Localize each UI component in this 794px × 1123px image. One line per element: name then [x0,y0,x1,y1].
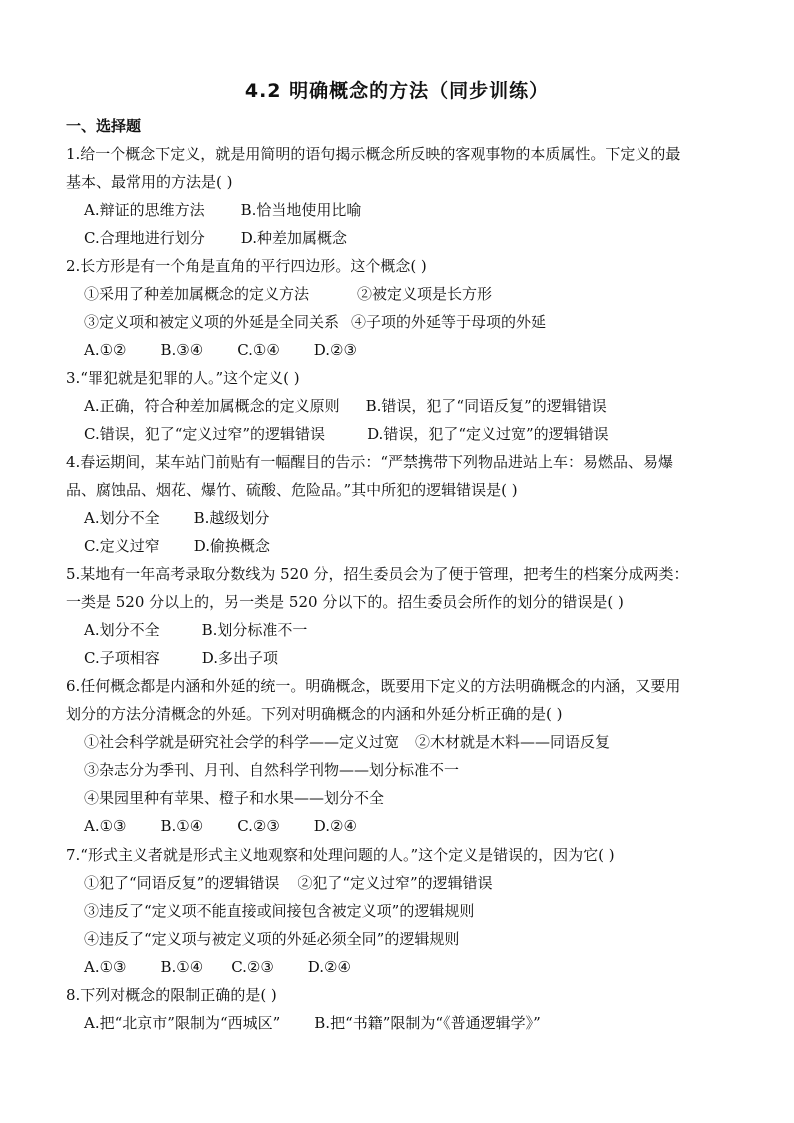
question-1-stem-line1: 1.给一个概念下定义，就是用简明的语句揭示概念所反映的客观事物的本质属性。下定义的最 [66,145,681,163]
question-1-option-a: A.辩证的思维方法 [84,201,205,219]
question-6-statement-2: ②木材就是木料——同语反复 [415,733,611,751]
page-title: 4.2 明确概念的方法（同步训练） [244,80,550,102]
question-8-option-b: B.把“书籍”限制为“《普通逻辑学》” [314,1014,541,1032]
question-6-option-c: C.②③ [237,817,280,835]
question-6-statement-3: ③杂志分为季刊、月刊、自然科学刊物——划分标准不一 [84,761,460,779]
question-2-stem: 2.长方形是有一个角是直角的平行四边形。这个概念( ) [66,257,427,275]
question-3-option-a: A.正确，符合种差加属概念的定义原则 [84,397,340,415]
question-2-statement-1: ①采用了种差加属概念的定义方法 [84,285,310,303]
question-1-stem-line2: 基本、最常用的方法是( ) [66,173,233,191]
question-4-stem-line1: 4.春运期间，某车站门前贴有一幅醒目的告示：“严禁携带下列物品进站上车：易燃品、易爆 [66,453,673,471]
question-2-option-d: D.②③ [313,341,357,359]
question-4-options-row1 [84,508,269,528]
question-6-statements-row1 [84,732,610,752]
question-1-option-b: B.恰当地使用比喻 [240,201,362,219]
question-2-option-b: B.③④ [160,341,204,359]
question-1-options-row1 [84,200,361,220]
question-5-options-row2 [84,648,278,668]
question-5-option-c: C.子项相容 [84,649,160,667]
question-6-option-b: B.①④ [160,817,204,835]
question-6-option-d: D.②④ [313,817,357,835]
question-4-stem-line2: 品、腐蚀品、烟花、爆竹、硫酸、危险品。”其中所犯的逻辑错误是( ) [66,481,518,499]
question-8-stem: 8.下列对概念的限制正确的是( ) [66,986,277,1004]
question-4-options-row2 [84,536,270,556]
question-4-option-b: B.越级划分 [193,509,270,527]
question-2-option-a: A.①② [84,341,127,359]
question-3-option-d: D.错误，犯了“定义过宽”的逻辑错误 [367,425,609,443]
question-6-stem-line2: 划分的方法分清概念的外延。下列对明确概念的内涵和外延分析正确的是( ) [66,705,563,723]
section-heading: 一、选择题 [66,117,142,135]
question-7-stem: 7.“形式主义者就是形式主义地观察和处理问题的人。”这个定义是错误的，因为它( ) [66,846,615,864]
question-3-option-c: C.错误，犯了“定义过窄”的逻辑错误 [84,425,326,443]
question-6-option-a: A.①③ [84,817,127,835]
question-5-option-d: D.多出子项 [201,649,278,667]
question-1-option-d: D.种差加属概念 [240,229,347,247]
question-8-options-row1 [84,1013,541,1033]
question-2-statements-row1 [84,284,492,304]
question-2-options [84,340,357,360]
question-3-stem: 3.“罪犯就是犯罪的人。”这个定义( ) [66,369,300,387]
question-6-stem-line1: 6.任何概念都是内涵和外延的统一。明确概念，既要用下定义的方法明确概念的内涵，又要用 [66,677,681,695]
question-7-statement-4: ④违反了“定义项与被定义项的外延必须全同”的逻辑规则 [84,930,460,948]
question-5-stem-line1: 5.某地有一年高考录取分数线为 520 分，招生委员会为了便于管理，把考生的档案分成两类： [66,565,689,583]
question-2-statements-row2 [84,312,546,332]
question-6-statement-4: ④果园里种有苹果、橙子和水果——划分不全 [84,789,385,807]
question-3-options-row1 [84,396,607,416]
question-2-statement-4: ④子项的外延等于母项的外延 [351,313,547,331]
question-7-option-d: D.②④ [307,958,351,976]
question-5-option-b: B.划分标准不一 [201,621,308,639]
question-7-options [84,957,351,977]
question-4-option-d: D.偷换概念 [193,537,270,555]
question-7-statement-3: ③违反了“定义项不能直接或间接包含被定义项”的逻辑规则 [84,902,475,920]
question-1-options-row2 [84,228,347,248]
question-6-options [84,816,357,836]
question-4-option-a: A.划分不全 [84,509,160,527]
question-8-option-a: A.把“北京市”限制为“西城区” [84,1014,281,1032]
question-5-stem-line2: 一类是 520 分以上的，另一类是 520 分以下的。招生委员会所作的划分的错误是( ) [66,593,624,611]
question-7-statement-1: ①犯了“同语反复”的逻辑错误 [84,874,280,892]
question-7-statements-row1 [84,873,493,893]
question-2-statement-2: ②被定义项是长方形 [357,285,493,303]
question-7-statement-2: ②犯了“定义过窄”的逻辑错误 [297,874,493,892]
question-7-option-b: B.①④ [160,958,204,976]
question-7-option-a: A.①③ [84,958,127,976]
question-5-option-a: A.划分不全 [84,621,160,639]
question-2-option-c: C.①④ [237,341,280,359]
question-6-statement-1: ①社会科学就是研究社会学的科学——定义过宽 [84,733,400,751]
question-3-options-row2 [84,424,609,444]
question-2-statement-3: ③定义项和被定义项的外延是全同关系 [84,313,340,331]
question-1-option-c: C.合理地进行划分 [84,229,205,247]
question-5-options-row1 [84,620,307,640]
question-3-option-b: B.错误，犯了“同语反复”的逻辑错误 [365,397,607,415]
question-4-option-c: C.定义过窄 [84,537,160,555]
question-7-option-c: C.②③ [231,958,274,976]
